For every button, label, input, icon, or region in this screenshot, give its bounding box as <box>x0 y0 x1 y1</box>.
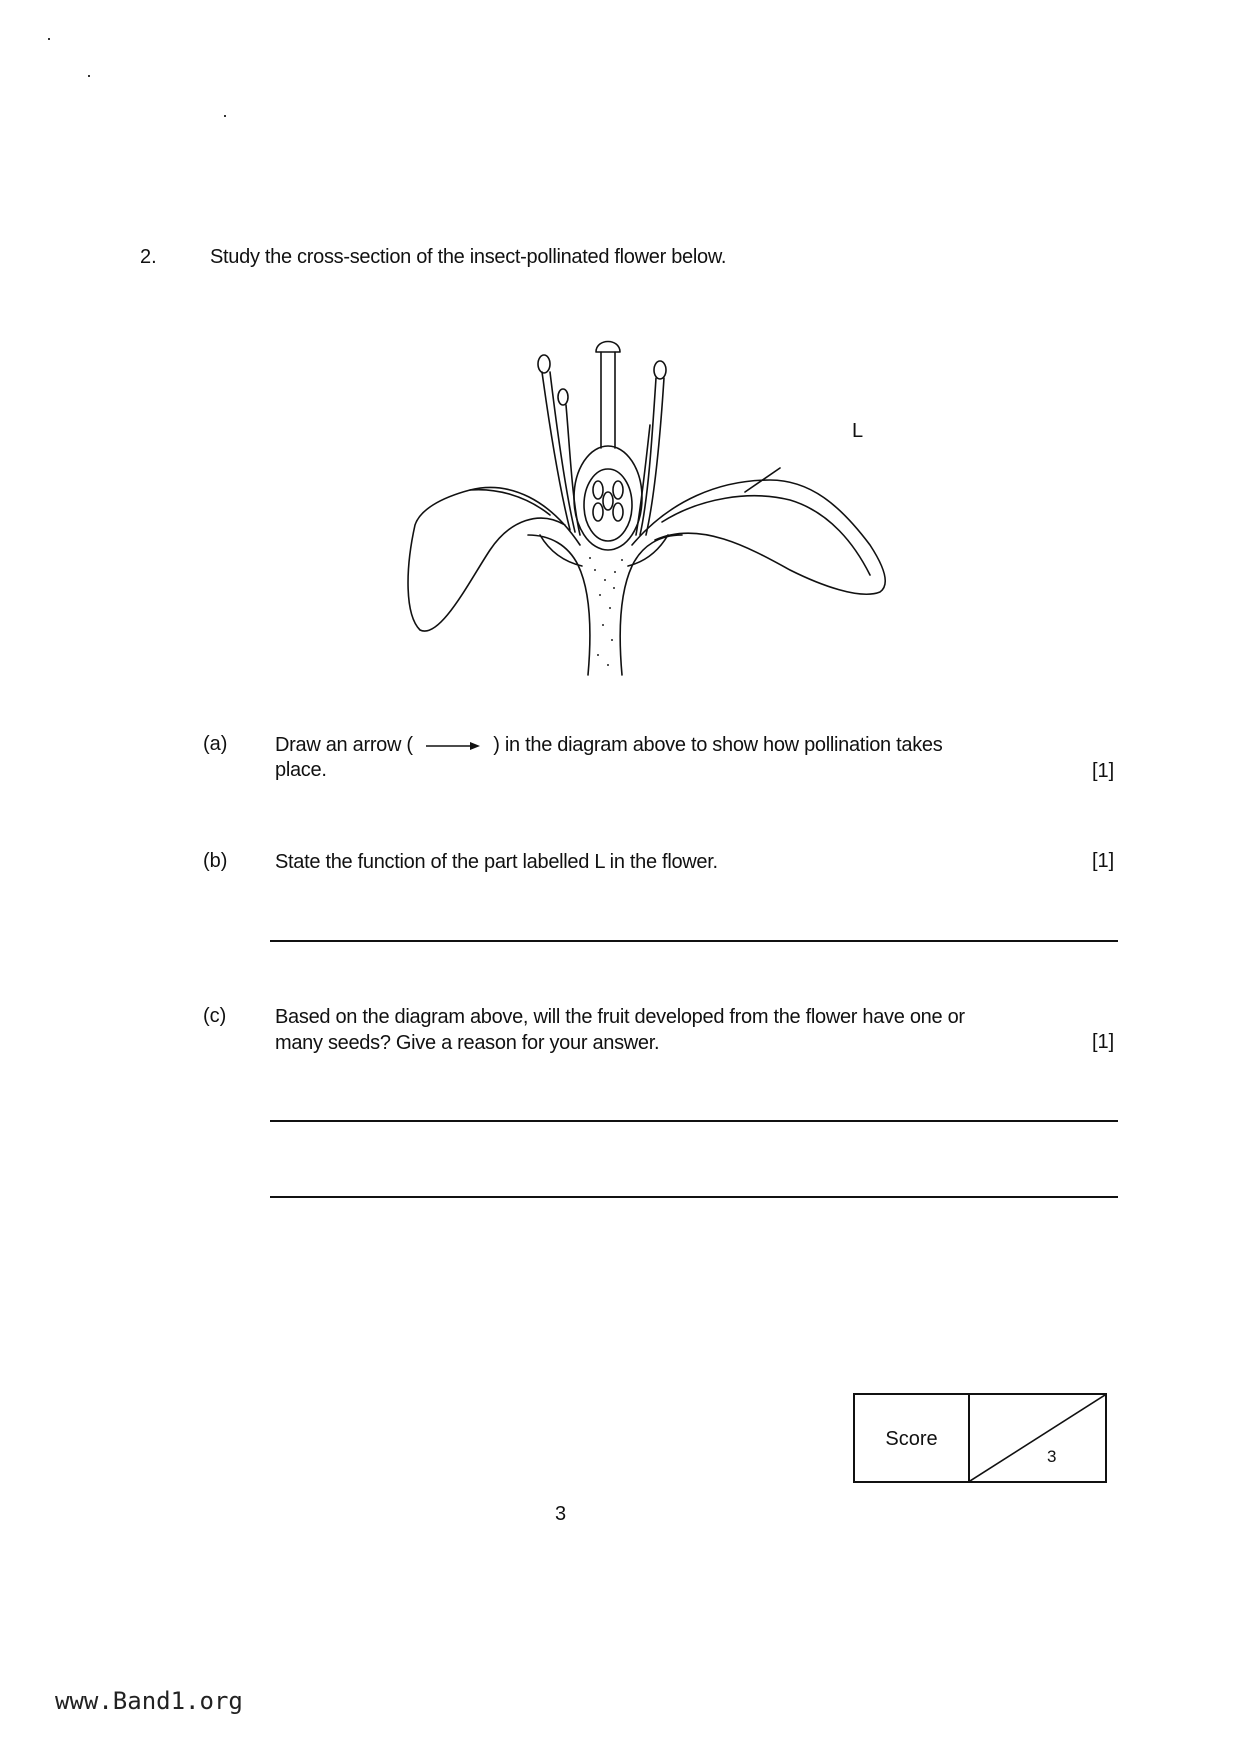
part-a-text-before-arrow: Draw an arrow ( <box>275 734 413 756</box>
arrow-symbol-icon <box>422 739 484 753</box>
part-a-text-after-arrow: ) in the diagram above to show how pollination takes <box>493 734 943 756</box>
score-box <box>853 1393 1107 1483</box>
part-a-text-line1 <box>275 733 942 757</box>
score-diagonal-line <box>970 1395 1105 1481</box>
part-c-marks: [1] <box>1092 1031 1115 1053</box>
scan-speck <box>88 75 90 77</box>
scan-speck <box>224 115 226 117</box>
diagram-label-L: L <box>852 420 864 442</box>
part-b-answer-line[interactable] <box>270 940 1118 942</box>
question-number: 2. <box>140 246 157 268</box>
page-number: 3 <box>555 1503 567 1525</box>
part-c-text-line1: Based on the diagram above, will the fruit developed from the flower have one or <box>275 1006 965 1028</box>
scan-speck <box>48 38 50 40</box>
part-a-id: (a) <box>203 733 228 755</box>
score-label: Score <box>885 1428 938 1450</box>
part-b-text: State the function of the part labelled L in the flower. <box>275 851 718 873</box>
part-c-text-line2: many seeds? Give a reason for your answer. <box>275 1032 660 1054</box>
part-b-marks: [1] <box>1092 850 1115 872</box>
score-total: 3 <box>1047 1447 1057 1466</box>
flower-cross-section-diagram <box>400 330 920 690</box>
question-stem: Study the cross-section of the insect-pollinated flower below. <box>210 246 727 268</box>
part-c-id: (c) <box>203 1005 227 1027</box>
part-c-answer-line-1[interactable] <box>270 1120 1118 1122</box>
part-c-answer-line-2[interactable] <box>270 1196 1118 1198</box>
part-a-text-line2: place. <box>275 759 327 781</box>
watermark-url: www.Band1.org <box>55 1687 243 1715</box>
part-b-id: (b) <box>203 850 228 872</box>
part-a-marks: [1] <box>1092 760 1115 782</box>
